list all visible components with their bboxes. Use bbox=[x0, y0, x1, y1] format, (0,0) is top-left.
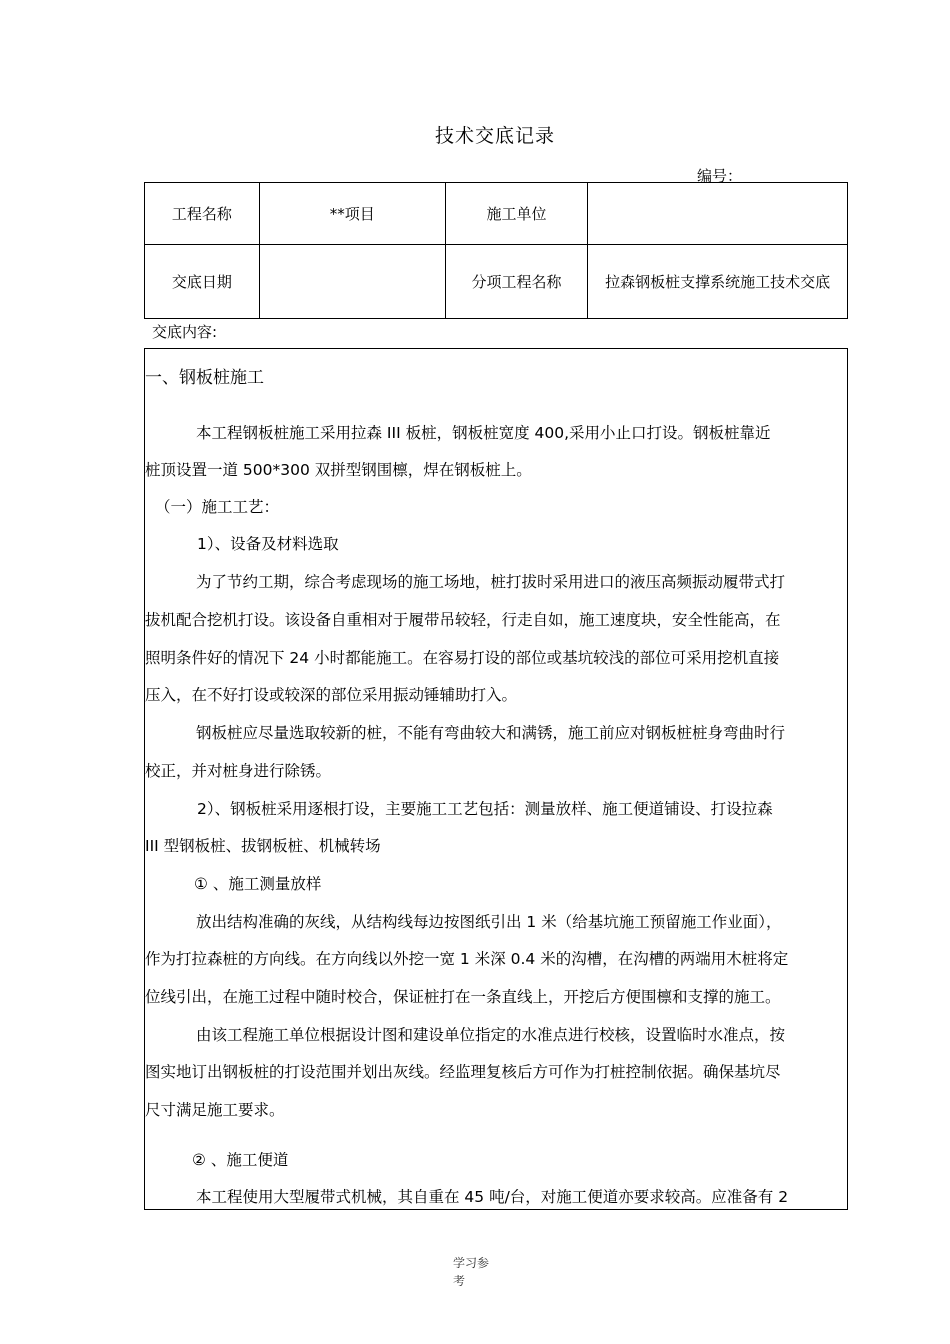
serial-number-label: 编号： bbox=[697, 167, 743, 185]
subsection-heading: ② 、施工便道 bbox=[192, 1151, 289, 1169]
paragraph-line: 本工程钢板桩施工采用拉森 III 板桩，钢板桩宽度 400,采用小止口打设。钢板桩靠近 bbox=[196, 424, 771, 442]
paragraph-line: 钢板桩应尽量选取较新的桩，不能有弯曲较大和满锈，施工前应对钢板桩桩身弯曲时行 bbox=[196, 724, 786, 742]
paragraph-line: 压入，在不好打设或较深的部位采用振动锤辅助打入。 bbox=[145, 686, 518, 704]
paragraph-line: 放出结构准确的灰线，从结构线每边按图纸引出 1 米（给基坑施工预留施工作业面）， bbox=[196, 913, 782, 931]
footer-line: 考 bbox=[453, 1274, 466, 1288]
paragraph-line: 作为打拉森桩的方向线。在方向线以外挖一宽 1 米深 0.4 米的沟槽，在沟槽的两端用木桩将定 bbox=[145, 950, 789, 968]
page-footer bbox=[453, 1254, 503, 1290]
content-label: 交底内容: bbox=[152, 323, 218, 341]
section-heading: 一、钢板桩施工 bbox=[145, 368, 264, 388]
paragraph-line: 图实地订出钢板桩的打设范围并划出灰线。经监理复核后方可作为打桩控制依据。确保基坑尽 bbox=[145, 1063, 781, 1081]
paragraph-line: 桩顶设置一道 500*300 双拼型钢围檩，焊在钢板桩上。 bbox=[145, 461, 532, 479]
subsection-heading: ① 、施工测量放样 bbox=[194, 875, 322, 893]
document-title: 技术交底记录 bbox=[434, 125, 555, 147]
paragraph-line: 为了节约工期，综合考虑现场的施工场地，桩打拔时采用进口的液压高频振动履带式打 bbox=[196, 573, 786, 591]
construction-unit-label: 施工单位 bbox=[445, 183, 588, 245]
handover-date-value bbox=[259, 245, 445, 319]
table-row bbox=[145, 183, 848, 245]
paragraph-line: 位线引出，在施工过程中随时校合，保证桩打在一条直线上，开挖后方便围檩和支撑的施工。 bbox=[145, 988, 781, 1006]
footer-line: 学习参 bbox=[453, 1256, 490, 1270]
subsection-heading: （一）施工工艺： bbox=[155, 498, 280, 516]
paragraph-line: 校正，并对桩身进行除锈。 bbox=[145, 762, 332, 780]
paragraph-line: 拔机配合挖机打设。该设备自重相对于履带吊较轻，行走自如，施工速度块，安全性能高，在 bbox=[145, 611, 781, 629]
project-info-table bbox=[144, 182, 848, 319]
paragraph-line: 由该工程施工单位根据设计图和建设单位指定的水准点进行校核，设置临时水准点，按 bbox=[196, 1026, 786, 1044]
project-name-label: 工程名称 bbox=[145, 183, 260, 245]
handover-date-label: 交底日期 bbox=[145, 245, 260, 319]
subproject-name-value: 拉森钢板桩支撑系统施工技术交底 bbox=[588, 245, 848, 319]
subsection-heading: 2）、钢板桩采用逐根打设，主要施工工艺包括：测量放样、施工便道铺设、打设拉森 bbox=[197, 800, 773, 818]
paragraph-line: 照明条件好的情况下 24 小时都能施工。在容易打设的部位或基坑较浅的部位可采用挖机直接 bbox=[145, 649, 780, 667]
paragraph-line: 本工程使用大型履带式机械，其自重在 45 吨/台，对施工便道亦要求较高。应准备有 2 bbox=[196, 1188, 789, 1206]
subsection-heading: 1）、设备及材料选取 bbox=[197, 535, 339, 553]
paragraph-line: III 型钢板桩、拔钢板桩、机械转场 bbox=[145, 837, 381, 855]
subproject-name-label: 分项工程名称 bbox=[445, 245, 588, 319]
construction-unit-value bbox=[588, 183, 848, 245]
table-row bbox=[145, 245, 848, 319]
project-name-value: **项目 bbox=[259, 183, 445, 245]
paragraph-line: 尺寸满足施工要求。 bbox=[145, 1101, 285, 1119]
